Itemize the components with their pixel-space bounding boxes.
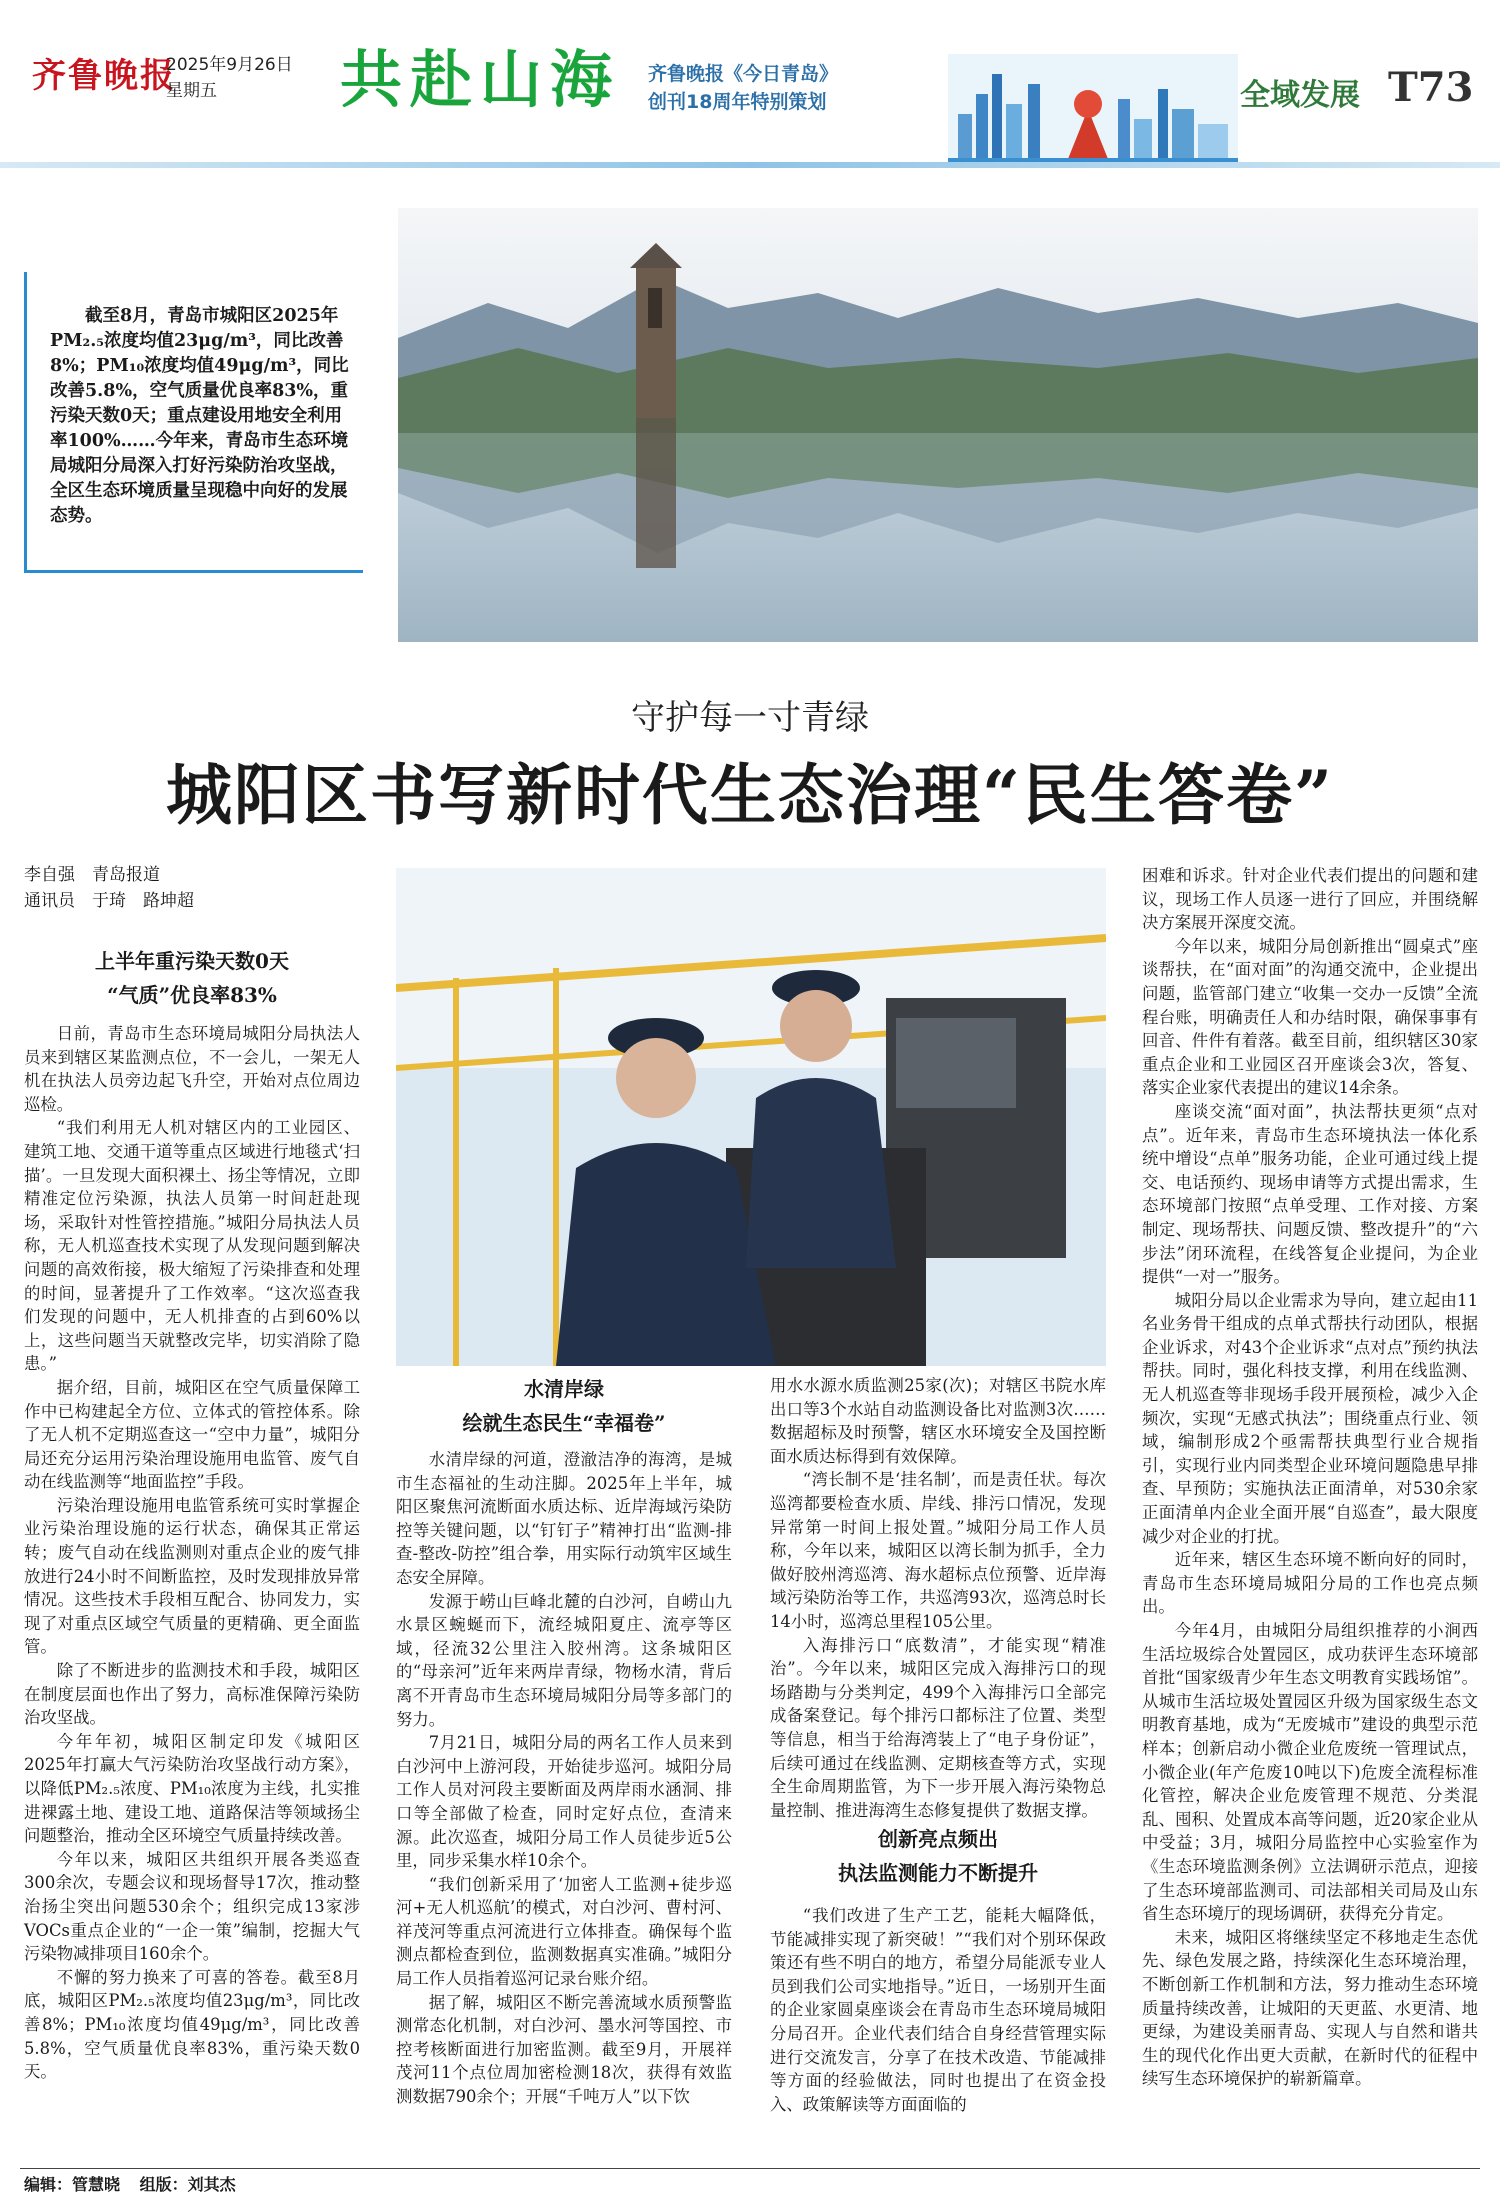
paragraph: 城阳分局以企业需求为导向，建立起由11名业务骨干组成的点单式帮扶行动团队，根据企业诉求，对43个企业诉求“点对点”预约执法帮扶。同时，强化科技支撑，利用在线监测、无人机巡查等非现场手段开展预检，减少入企频次，实现“无感式执法”；围绕重点行业、领域，编制形成2个亟需帮扶典型行业合规指引，实现行业内同类型企业环境问题隐患早排查、早预防；实施执法正面清单，对530余家正面清单内企业全面开展“自巡查”，最大限度减少对企业的打扰。 [1142, 1290, 1478, 1546]
paper-logo: 齐鲁晚报 [32, 56, 176, 96]
paragraph: 据了解，城阳区不断完善流域水质预警监测常态化机制，对白沙河、墨水河等国控、市控考核断面进行加密监测。截至9月，开展祥茂河11个点位周加密检测18次，获得有效监测数据790余个；开展“千吨万人”以下饮 [396, 1992, 732, 2107]
correspondent-byline: 通讯员 于琦 路坤超 [24, 891, 194, 911]
section2-heading [396, 1372, 732, 1440]
footer-divider [20, 2168, 1480, 2169]
headline-kicker: 守护每一寸青绿 [631, 698, 869, 738]
paragraph: 近年来，辖区生态环境不断向好的同时，青岛市生态环境局城阳分局的工作也亮点频出。 [1142, 1550, 1478, 1617]
masthead-divider [0, 162, 1500, 168]
layout-credit: 组版：刘其杰 [139, 2175, 236, 2194]
paragraph: “湾长制不是‘挂名制’，而是责任状。每次巡湾都要检查水质、岸线、排污口情况，发现异常第一时间上报处置。”城阳分局工作人员称，今年以来，城阳区以湾长制为抓手，全力做好胶州湾巡湾、海水超标点位预警、近岸海域污染防治等工作，共巡湾93次，巡湾总时长14小时，巡湾总里程105公里。 [770, 1470, 1106, 1631]
section1-heading [24, 944, 360, 1012]
paragraph: 用水水源水质监测25家(次)；对辖区书院水库出口等3个水站自动监测设备比对监测3次……数据超标及时预警，辖区水环境安全及国控断面水质达标得到有效保障。 [770, 1376, 1106, 1466]
paragraph: 今年年初，城阳区制定印发《城阳区2025年打赢大气污染防治攻坚战行动方案》，以降低PM₂.₅浓度、PM₁₀浓度为主线，扎实推进裸露土地、建设工地、道路保洁等领域扬尘问题整治，推动全区环境空气质量持续改善。 [24, 1731, 360, 1846]
section3-title-line1: 创新亮点频出 [878, 1827, 998, 1851]
editor-credit: 编辑：管慧晓 [24, 2175, 121, 2194]
series-subtitle-line2: 创刊18周年特别策划 [648, 91, 827, 113]
paragraph: “我们利用无人机对辖区内的工业园区、建筑工地、交通干道等重点区域进行地毯式‘扫描’。一旦发现大面积裸土、扬尘等情况，立即精准定位污染源，执法人员第一时间赶赴现场，采取针对性管控措施。”城阳分局执法人员称，无人机巡查技术实现了从发现问题到解决问题的高效衔接，极大缩短了污染排查和处理的时间，显著提升了工作效率。“这次巡查我们发现的问题中，无人机排查的占到60%以上，这些问题当天就整改完毕，切实消除了隐患。” [24, 1118, 360, 1374]
paragraph: 今年4月，由城阳分局组织推荐的小涧西生活垃圾综合处置园区，成功获评生态环境部首批“国家级青少年生态文明教育实践场馆”。从城市生活垃圾处置园区升级为国家级生态文明教育基地，成为“无废城市”建设的典型示范样本；创新启动小微企业危废统一管理试点，小微企业(年产危废10吨以下)危废全流程标准化管控，解决企业危废管理不规范、分类混乱、囤积、处置成本高等问题，近20家企业从中受益；3月，城阳分局监控中心实验室作为《生态环境监测条例》立法调研示范点，迎接了生态环境部监测司、司法部相关司局及山东省生态环境厅的现场调研，获得充分肯定。 [1142, 1621, 1478, 1924]
paragraph: 座谈交流“面对面”，执法帮扶更须“点对点”。近年来，青岛市生态环境执法一体化系统中增设“点单”服务功能，企业可通过线上提交、电话预约、现场申请等方式提出需求，生态环境部门按照“点单受理、工作对接、方案制定、现场帮扶、问题反馈、整改提升”的“六步法”闭环流程，在线答复企业提问，为企业提供“一对一”服务。 [1142, 1101, 1478, 1287]
paragraph: 发源于崂山巨峰北麓的白沙河，自崂山九水景区蜿蜒而下，流经城阳夏庄、流亭等区域，径流32公里注入胶州湾。这条城阳区的“母亲河”近年来两岸青绿，物杨水清，背后离不开青岛市生态环境局城阳分局等多部门的努力。 [396, 1591, 732, 1729]
reporter-byline: 李自强 青岛报道 [24, 865, 160, 885]
footer-credits [24, 2172, 236, 2195]
inspectors-photo [396, 868, 1106, 1366]
reservoir-tower-photo [398, 208, 1478, 642]
section3-heading [770, 1822, 1106, 1890]
page-number: T73 [1388, 64, 1474, 111]
paragraph: 入海排污口“底数清”，才能实现“精准治”。今年以来，城阳区完成入海排污口的现场踏勘与分类判定，499个入海排污口全部完成备案登记。每个排污口都标注了位置、类型等信息，相当于给海湾装上了“电子身份证”，后续可通过在线监测、定期核查等方式，实现全生命周期监管，为下一步开展入海污染物总量控制、推进海湾生态修复提供了数据支撑。 [770, 1635, 1106, 1820]
issue-date [166, 52, 293, 104]
paragraph: 日前，青岛市生态环境局城阳分局执法人员来到辖区某监测点位，不一会儿，一架无人机在执法人员旁边起飞升空，开始对点位周边巡检。 [24, 1024, 360, 1114]
paragraph: 污染治理设施用电监管系统可实时掌握企业污染治理设施的运行状态，确保其正常运转；废气自动在线监测则对重点企业的废气排放进行24小时不间断监控，及时发现排放异常情况。这些技术手段相互配合、协同发力，实现了对重点区域空气质量的更精确、更全面监管。 [24, 1495, 360, 1657]
weekday-text: 星期五 [166, 81, 217, 101]
paragraph: 除了不断进步的监测技术和手段，城阳区在制度层面也作出了努力，高标准保障污染防治攻坚战。 [24, 1661, 360, 1728]
date-text: 2025年9月26日 [166, 55, 293, 75]
paragraph: 未来，城阳区将继续坚定不移地走生态优先、绿色发展之路，持续深化生态环境治理，不断创新工作机制和方法，努力推动生态环境质量持续改善，让城阳的天更蓝、水更清、地更绿，为建设美丽青岛、实现人与自然和谐共生的现代化作出更大贡献，在新时代的征程中续写生态环境保护的崭新篇章。 [1142, 1927, 1478, 2089]
section2-title-line2: 绘就生态民生“幸福卷” [462, 1411, 666, 1435]
column-3-continued [770, 1904, 1106, 2116]
masthead [0, 0, 1500, 168]
paragraph: 7月21日，城阳分局的两名工作人员来到白沙河中上游河段，开始徒步巡河。城阳分局工作人员对河段主要断面及两岸雨水涵洞、排口等全部做了检查，同时定好点位，查清来源。此次巡查，城阳分局工作人员徒步近5公里，同步采集水样10余个。 [396, 1733, 732, 1871]
column-2 [396, 1448, 732, 2109]
paragraph: 困难和诉求。针对企业代表们提出的问题和建议，现场工作人员逐一进行了回应，并围绕解决方案展开深度交流。 [1142, 866, 1478, 933]
paragraph: “我们创新采用了‘加密人工监测+徒步巡河+无人机巡航’的模式，对白沙河、曹村河、祥茂河等重点河流进行立体排查。确保每个监测点都检查到位，监测数据真实准确。”城阳分局工作人员指着巡河记录台账介绍。 [396, 1874, 732, 1989]
summary-text: 截至8月，青岛市城阳区2025年PM₂.₅浓度均值23μg/m³，同比改善8%；PM₁₀浓度均值49μg/m³，同比改善5.8%，空气质量优良率83%，重污染天数0天；重点建设用地安全利用率100%……今年来，青岛市生态环境局城阳分局深入打好污染防治攻坚战，全区生态环境质量呈现稳中向好的发展态势。 [50, 306, 349, 526]
byline [24, 862, 194, 914]
column-3 [770, 1374, 1106, 1822]
section3-title-line2: 执法监测能力不断提升 [838, 1861, 1038, 1885]
paragraph: 今年以来，城阳分局创新推出“圆桌式”座谈帮扶，在“面对面”的沟通交流中，企业提出问题，监管部门建立“收集一交办一反馈”全流程台账，明确责任人和办结时限，确保事事有回音、件件有着落。截至目前，组织辖区30家重点企业和工业园区召开座谈会3次，答复、落实企业家代表提出的建议14余条。 [1142, 936, 1478, 1098]
column-1 [24, 1022, 360, 2084]
series-subtitle [648, 60, 838, 116]
paragraph: 不懈的努力换来了可喜的答卷。截至8月底，城阳区PM₂.₅浓度均值23μg/m³，同比改善8%；PM₁₀浓度均值49μg/m³，同比改善5.8%，空气质量优良率83%，重污染天数0天。 [24, 1967, 360, 2082]
series-title: 共赴山海 [340, 43, 621, 116]
section-name: 全域发展 [1240, 78, 1360, 113]
column-4 [1142, 864, 1478, 2091]
series-subtitle-line1: 齐鲁晚报《今日青岛》 [648, 63, 839, 85]
section2-title-line1: 水清岸绿 [524, 1377, 604, 1401]
city-skyline-illustration [948, 54, 1238, 164]
paragraph: 水清岸绿的河道，澄澈洁净的海湾，是城市生态福祉的生动注脚。2025年上半年，城阳区聚焦河流断面水质达标、近岸海域污染防控等关键问题，以“钉钉子”精神打出“监测-排查-整改-防控”组合拳，用实际行动筑牢区域生态安全屏障。 [396, 1450, 732, 1587]
paragraph: 据介绍，目前，城阳区在空气质量保障工作中已构建起全方位、立体式的管控体系。除了无人机不定期巡查这一“空中力量”，城阳分局还充分运用污染治理设施用电监管、废气自动在线监测等“地面监控”手段。 [24, 1377, 360, 1492]
section1-title-line2: “气质”优良率83% [107, 983, 277, 1007]
main-headline: 城阳区书写新时代生态治理“民生答卷” [166, 756, 1334, 834]
section1-title-line1: 上半年重污染天数0天 [95, 949, 289, 973]
paragraph: 今年以来，城阳区共组织开展各类巡查300余次，专题会议和现场督导17次，推动整治扬尘突出问题530余个；组织完成13家涉VOCs重点企业的“一企一策”编制，挖掘大气污染物减排项目160余个。 [24, 1849, 360, 1964]
paragraph: “我们改进了生产工艺，能耗大幅降低，节能减排实现了新突破！”“我们对个别环保政策还有些不明白的地方，希望分局能派专业人员到我们公司实地指导。”近日，一场别开生面的企业家圆桌座谈会在青岛市生态环境局城阳分局召开。企业代表们结合自身经营管理实际进行交流发言，分享了在技术改造、节能减排等方面的经验做法，同时也提出了在资金投入、政策解读等方面面临的 [770, 1906, 1106, 2114]
